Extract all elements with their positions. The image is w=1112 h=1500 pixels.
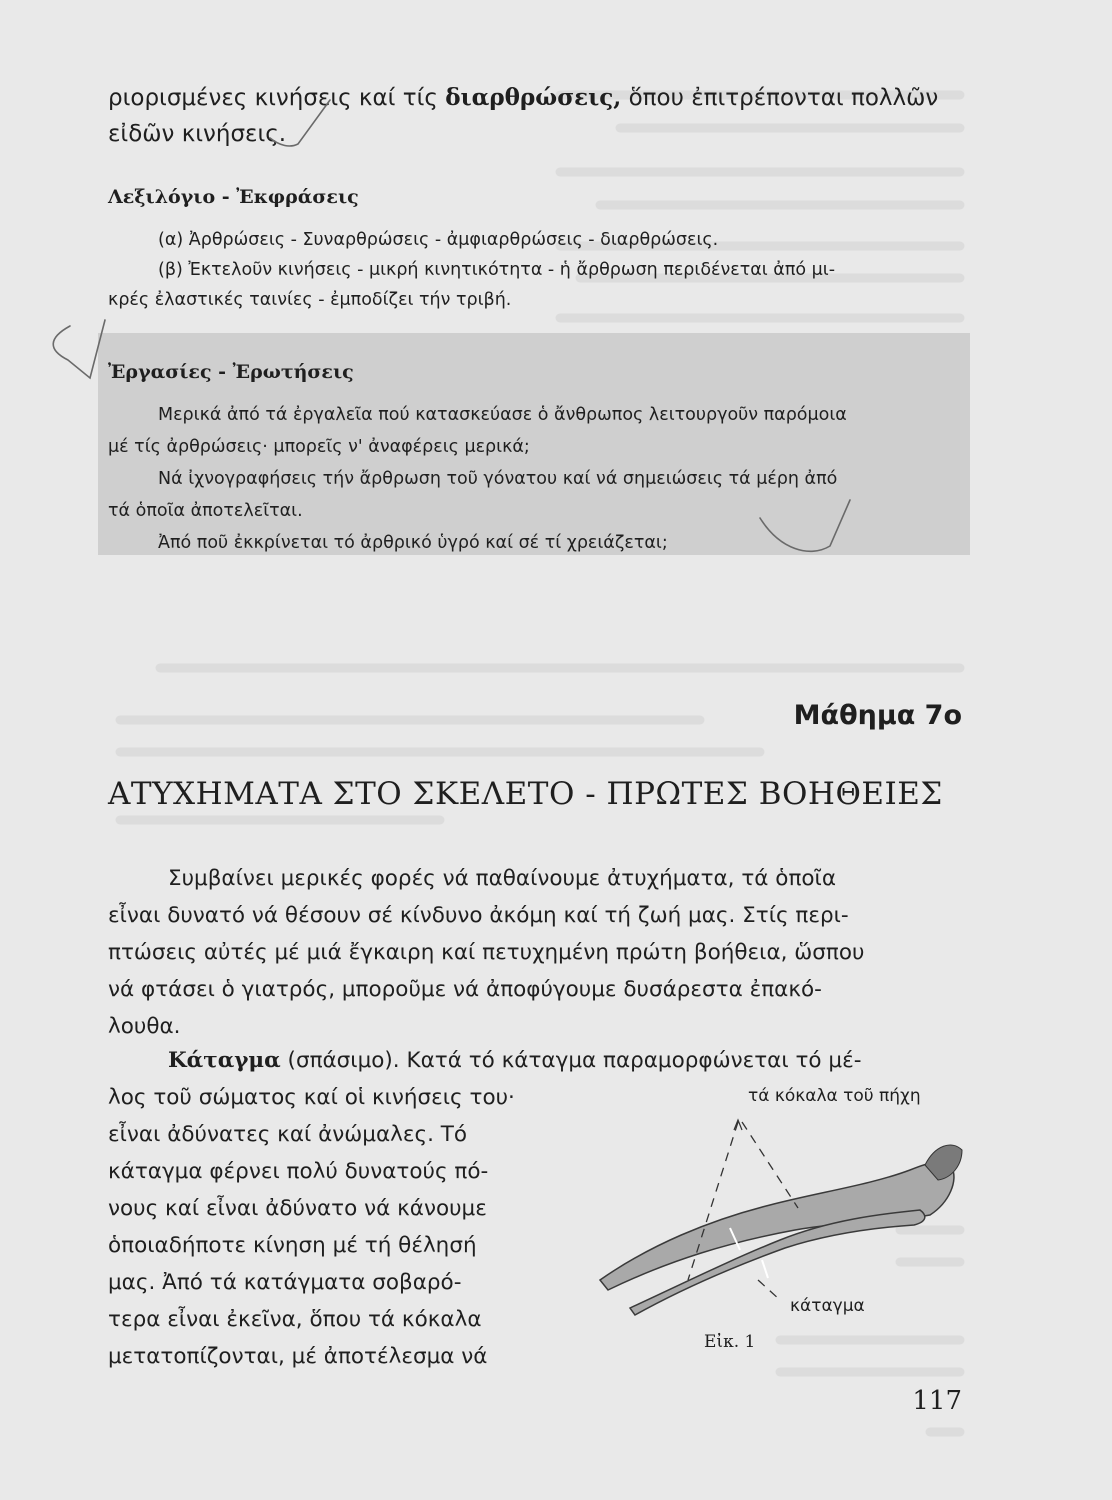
- exercise-line: Ἀπό ποῦ ἐκκρίνεται τό ἀρθρικό ὑγρό καί σέ τί χρειάζεται;: [158, 533, 668, 553]
- paragraph-line: [108, 1042, 968, 1079]
- figure-label-fracture: κάταγμα: [790, 1296, 865, 1316]
- bold-term: διαρθρώσεις,: [445, 84, 622, 111]
- vocabulary-item: (α) Ἀρθρώσεις - Συναρθρώσεις - ἀμφιαρθρώσεις - διαρθρώσεις.: [158, 230, 719, 250]
- figure-label-bones: τά κόκαλα τοῦ πήχη: [748, 1086, 921, 1106]
- paragraph-line: εἶναι ἀδύνατες καί ἀνώμαλες. Τό: [108, 1122, 468, 1147]
- lesson-label: Μάθημα 7ο: [793, 700, 962, 731]
- page-number: 117: [912, 1386, 962, 1416]
- paragraph-line: μετατοπίζονται, μέ ἀποτέλεσμα νά: [108, 1344, 488, 1369]
- paragraph-line: κάταγμα φέρνει πολύ δυνατούς πό-: [108, 1159, 489, 1184]
- intro-paragraph: [108, 860, 968, 1045]
- paragraph-line: τερα εἶναι ἐκεῖνα, ὅπου τά κόκαλα: [108, 1307, 482, 1332]
- text-run: ὅπου ἐπιτρέπονται πολλῶν: [621, 85, 939, 111]
- exercise-line: μέ τίς ἀρθρώσεις· μπορεῖς ν' ἀναφέρεις μερικά;: [108, 437, 530, 457]
- paragraph-line: εἰδῶν κινήσεις.: [108, 121, 287, 147]
- paragraph-line: λος τοῦ σώματος καί οἱ κινήσεις του·: [108, 1085, 515, 1110]
- paragraph-line: Συμβαίνει μερικές φορές νά παθαίνουμε ἀτυχήματα, τά ὁποῖα: [168, 866, 837, 891]
- paragraph-line: νους καί εἶναι ἀδύνατο νά κάνουμε: [108, 1196, 487, 1221]
- paragraph-line: λουθα.: [108, 1014, 181, 1039]
- chapter-title: ΑΤΥΧΗΜΑΤΑ ΣΤΟ ΣΚΕΛΕΤΟ - ΠΡΩΤΕΣ ΒΟΗΘΕΙΕΣ: [108, 776, 943, 812]
- text-run: (σπάσιμο). Κατά τό κάταγμα παραμορφώνεται τό μέ-: [280, 1048, 862, 1073]
- exercise-line: τά ὁποῖα ἀποτελεῖται.: [108, 501, 303, 521]
- forearm-fracture-illustration: [590, 1110, 970, 1330]
- vocabulary-item: κρές ἐλαστικές ταινίες - ἐμποδίζει τήν τριβή.: [108, 290, 512, 310]
- figure-caption: Εἰκ. 1: [704, 1332, 756, 1352]
- paragraph-line: μας. Ἀπό τά κατάγματα σοβαρό-: [108, 1270, 462, 1295]
- text-run: ριορισμένες κινήσεις καί τίς: [108, 85, 446, 111]
- exercise-line: Μερικά ἀπό τά ἐργαλεῖα πού κατασκεύασε ὁ ἄνθρωπος λειτουργοῦν παρόμοια: [158, 405, 847, 425]
- vocabulary-item: (β) Ἐκτελοῦν κινήσεις - μικρή κινητικότητα - ἡ ἄρθρωση περιδένεται ἀπό μι-: [158, 260, 836, 280]
- exercise-line: Νά ἰχνογραφήσεις τήν ἄρθρωση τοῦ γόνατου καί νά σημειώσεις τά μέρη ἀπό: [158, 469, 838, 489]
- paragraph-line: ὁποιαδήποτε κίνηση μέ τή θέλησή: [108, 1233, 477, 1258]
- paragraph-line: εἶναι δυνατό νά θέσουν σέ κίνδυνο ἀκόμη καί τή ζωή μας. Στίς περι-: [108, 903, 849, 928]
- pencil-checkmark-icon: [40, 88, 940, 588]
- vocabulary-heading: Λεξιλόγιο - Ἐκφράσεις: [108, 186, 359, 208]
- paragraph-line: πτώσεις αὐτές μέ μιά ἔγκαιρη καί πετυχημένη πρώτη βοήθεια, ὥσπου: [108, 940, 865, 965]
- exercises-heading: Ἐργασίες - Ἐρωτήσεις: [108, 361, 354, 383]
- paragraph-line: νά φτάσει ὁ γιατρός, μπορoῦμε νά ἀποφύγουμε δυσάρεστα ἐπακό-: [108, 977, 822, 1002]
- fracture-term: Κάταγμα: [168, 1048, 281, 1073]
